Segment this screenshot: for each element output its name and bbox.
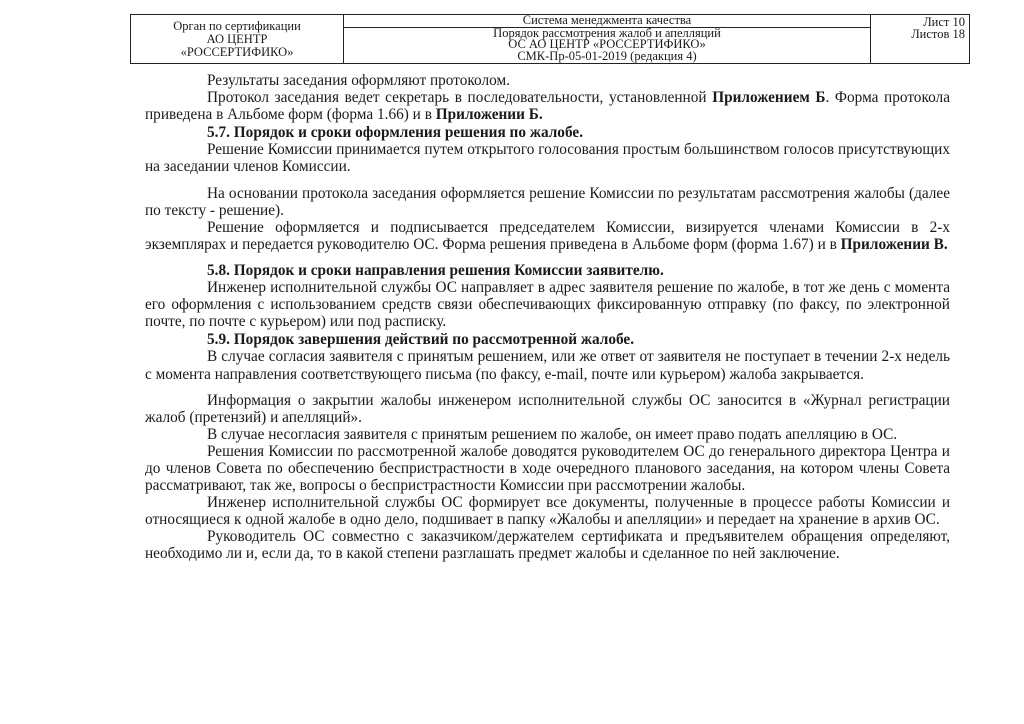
document-body: [145, 72, 950, 563]
paragraph: Инженер исполнительной службы ОС формирует все документы, полученные в процессе работы Комиссии и относящиеся к одной жалобе в одно дело, подшивает в папку «Жалобы и апелляции» и передает на хранение в архив ОС.: [145, 494, 950, 529]
paragraph: На основании протокола заседания оформляется решение Комиссии по результатам рассмотрения жалобы (далее по тексту - решение).: [145, 184, 950, 219]
header-org-cell: [131, 15, 344, 63]
document-header: [130, 14, 970, 64]
paragraph: [145, 89, 950, 123]
text-run: . Форма протокола приведена в Альбоме форм (форма 1.66) и в: [145, 89, 950, 124]
header-title-line: ОС АО ЦЕНТР «РОССЕРТИФИКО»: [508, 37, 706, 51]
text-run: Решение оформляется и подписывается председателем Комиссии, визируется членами Комиссии в 2-х экземплярах и передается руководителю ОС. Форма решения приведена в Альбоме форм (форма 1.67) и в: [145, 218, 950, 253]
header-org-line: Орган по сертификации: [173, 18, 301, 33]
header-sheets-total: Листов 18: [911, 27, 965, 41]
paragraph: Решение Комиссии принимается путем открытого голосования простым большинством голосов присутствующих на заседании членов Комиссии.: [145, 141, 950, 176]
section-heading-5-9: 5.9. Порядок завершения действий по рассмотренной жалобе.: [207, 331, 635, 349]
header-system: Система менеджмента качества: [344, 15, 870, 28]
paragraph: В случае несогласия заявителя с принятым решением по жалобе, он имеет право подать апелляцию в ОС.: [207, 425, 898, 443]
header-title-cell: [344, 15, 871, 63]
text-run-bold: Приложении В.: [840, 235, 948, 253]
header-sheet-cell: [871, 15, 969, 63]
paragraph: В случае согласия заявителя с принятым решением, или же ответ от заявителя не поступает в течении 2-х недель с момента направления соответствующего письма (по факсу, e-mail, почте или курьером) жалоба закрывается.: [145, 348, 950, 383]
section-heading-5-7: 5.7. Порядок и сроки оформления решения по жалобе.: [207, 124, 584, 142]
header-org-line: АО ЦЕНТР: [206, 31, 268, 46]
paragraph: Решения Комиссии по рассмотренной жалобе доводятся руководителем ОС до генерального директора Центра и до членов Совета по обеспечению беспристрастности в ходе очередного планового заседания, на котором члены Совета рассматривают, так же, вопросы о беспристрастности Комиссии при рассмотрении жалобы.: [145, 442, 950, 495]
text-run-bold: Приложением Б: [712, 89, 826, 107]
header-doc-code: СМК-Пр-05-01-2019 (редакция 4): [517, 48, 697, 63]
text-run: Протокол заседания ведет секретарь в последовательности, установленной: [207, 89, 713, 107]
header-org-line: «РОССЕРТИФИКО»: [180, 44, 294, 59]
paragraph: [145, 219, 950, 253]
paragraph: Информация о закрытии жалобы инженером исполнительной службы ОС заносится в «Журнал регистрации жалоб (претензий) и апелляций».: [145, 391, 950, 426]
paragraph: Результаты заседания оформляют протоколом.: [207, 72, 510, 89]
paragraph: Инженер исполнительной службы ОС направляет в адрес заявителя решение по жалобе, в тот же день с момента его оформления с использованием средств связи обеспечивающих фиксированную отправку (по факсу, по электронной почте, по почте с курьером) или под расписку.: [145, 279, 950, 331]
header-title-line: Порядок рассмотрения жалоб и апелляций: [493, 25, 721, 40]
header-sheet: Лист 10: [923, 15, 965, 29]
text-run-bold: Приложении Б.: [435, 106, 543, 124]
section-heading-5-8: 5.8. Порядок и сроки направления решения Комиссии заявителю.: [207, 261, 664, 279]
paragraph: Руководитель ОС совместно с заказчиком/держателем сертификата и предъявителем обращения определяют, необходимо ли и, если да, то в какой степени разглашать предмет жалобы и сделанное по ней заключение.: [145, 528, 950, 563]
